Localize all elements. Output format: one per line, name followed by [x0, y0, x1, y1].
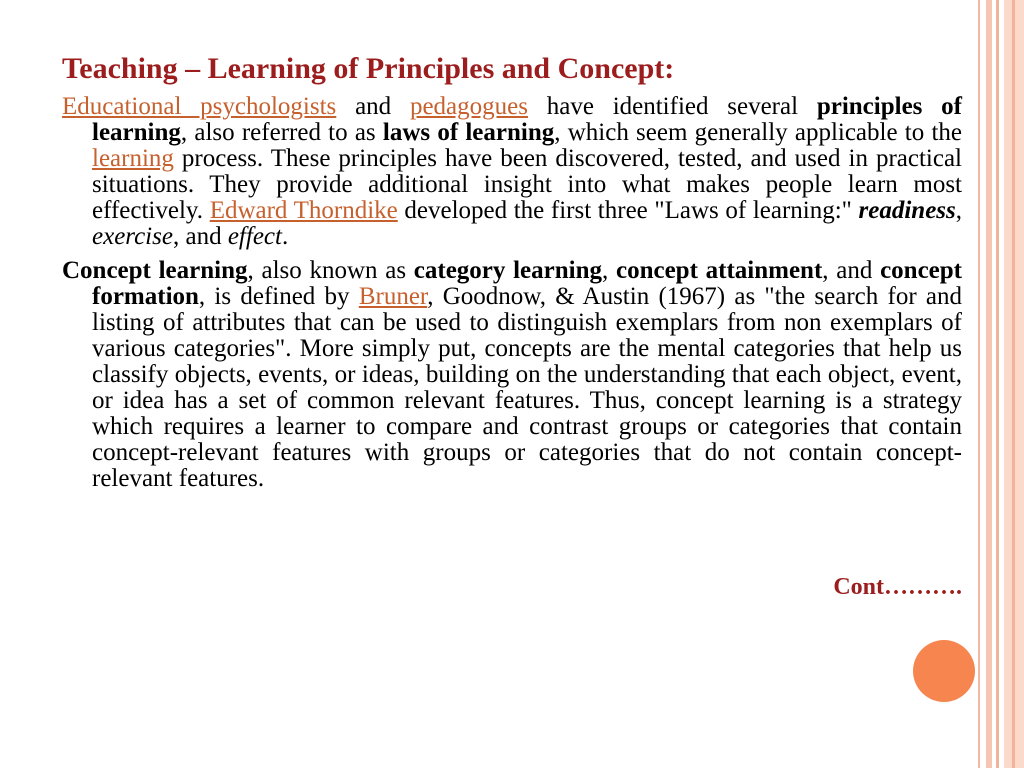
- text-span: , is defined by: [198, 283, 359, 310]
- paragraph-principles: [62, 94, 962, 250]
- text-span: .: [281, 223, 289, 250]
- text-span: , and: [822, 257, 881, 284]
- text-span: , Goodnow, & Austin (1967) as "the search for and listing of attributes that can be used to distinguish exemplars from non exemplars of various categories". More simply put, concepts are the mental categories that help us classify objects, events, or ideas, building on the understanding that each object, event, or idea has a set of common relevant features. Thus, concept learning is a strategy which requires a learner to compare and contrast groups or categories that contain concept-relevant features with groups or categories that do not contain concept-relevant features.: [92, 283, 963, 492]
- link-bruner[interactable]: Bruner: [358, 283, 428, 310]
- text-span: developed the first three "Laws of learning:": [397, 197, 859, 224]
- text-span: , and: [172, 223, 228, 250]
- bold-concept-attainment: concept attainment: [615, 257, 823, 284]
- text-span: process. These principles have been discovered, tested, and used in practical situations. They provide additional insight into what makes people learn most effectively.: [92, 145, 962, 224]
- text-span: and: [336, 93, 410, 120]
- text-span: , which seem generally applicable to the: [554, 119, 962, 146]
- text-span: , also known as: [247, 257, 414, 284]
- bold-concept-formation: concept formation: [92, 257, 962, 310]
- bold-concept-learning: Concept learning: [62, 257, 248, 284]
- paragraph-concept-learning: [62, 258, 962, 492]
- bold-principles-of-learning: principles of learning: [92, 93, 962, 146]
- continued-label: Cont……….: [833, 574, 962, 600]
- link-educational-psychologists[interactable]: Educational psychologists: [62, 93, 337, 120]
- decorative-stripe: [1012, 0, 1015, 768]
- decorative-stripe: [996, 0, 999, 768]
- bold-laws-of-learning: laws of learning: [382, 119, 555, 146]
- decorative-stripe: [986, 0, 992, 768]
- italic-effect: effect: [227, 223, 282, 250]
- text-span: have identified several: [527, 93, 817, 120]
- link-learning[interactable]: learning: [92, 145, 174, 172]
- decorative-circle: [913, 640, 975, 702]
- text-span: ,: [602, 257, 616, 284]
- decorative-stripe: [978, 0, 980, 768]
- text-span: , also referred to as: [180, 119, 383, 146]
- bold-category-learning: category learning: [413, 257, 603, 284]
- bold-italic-readiness: readiness: [858, 197, 956, 224]
- link-edward-thorndike[interactable]: Edward Thorndike: [209, 197, 398, 224]
- link-pedagogues[interactable]: pedagogues: [409, 93, 528, 120]
- text-span: ,: [955, 197, 962, 224]
- slide-title: Teaching – Learning of Principles and Concept:: [62, 52, 675, 85]
- slide-content: [62, 50, 962, 492]
- italic-exercise: exercise: [92, 223, 173, 250]
